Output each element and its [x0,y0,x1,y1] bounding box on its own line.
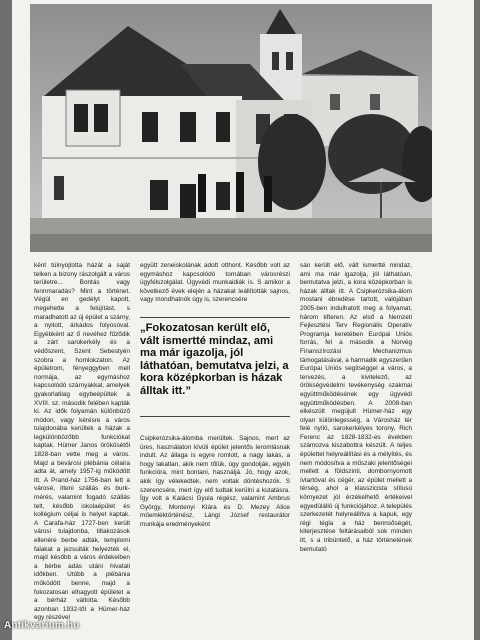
paragraph: együtt zeneiskolának adott otthont. Később volt az egymáshoz kapcsolódó tornában városrészi ügyfélszolgálat. Ügyvédi munkaidiák is. S amikor a következő évek elején a házakat leállították sajnos, vagy mondhatnók úgy is, szerencsére [140,262,290,304]
building-photo [30,4,432,252]
text-column-1 [34,262,130,628]
text-column-2-top [140,262,290,312]
paragraph: Csipkerózsika-álomba merültek. Sajnos, mert az üres, használaton kívüli épület jelentős leromlásnak indult. Az állaga is egyre romlott, a nagy lakás, a hogy lakatlan, akik nem tőlük, úgy gondolják, egyéb funkcióra, mint bontani, használjá. Jó, hogy azok, akik így vélekedtek, nem voltak döntéshozók. S szerencsére, mert így elő tudtak kerülni a kutatásra. Így volt a Kalácsi Gyula régész, valamint Ambrus György, Montenyi Klára és D. Mezey Alice műemléktörténész, Lángi József restaurátor munkája eredményeként [140,435,290,528]
text-column-3 [300,262,412,628]
paragraph: ként túlnyújtotta házát a saját telken a bizony rászolgált a város területre... Bontás vagy fennmaradás? Mint a történet. Végül en gedélyt kapott, megehette a felújítást, s maradhatott az új épület a szárny, a nyitott, árkádos folyosóval. Egyébként az ő nevéhez fűződik a zárt sarokerkély és a védőszent, Szent Sebestyén szobra a homlokzaton. Az épületrom, fényeggyben mell normája, az egymáshoz kapcsolódó szárnyakkal, amelyek gyakorlatilag egybeépültek a XVIII. sz. második felében kapták ki. Az idők folyamán különböző módon, vagy kérésre a város tulajdonába kerültek a házak a legkülönbözőbb funkciókat kaptak. Hümer Janos örökösétől 1828-ban vette meg a város. Majd a bevárosi plébánia célaira adta át, amely 1957-ig működött itt. A Prand-ház 1756-ban lett a városé, itteni szállás és burk-mérés, valamint fogadó szállás telt, később iskolaépület és kollégium céljai is helyet kaptak. A Carafa-ház 1727-ben került városi tulajdonba, tiltakozások ellenére berbe adták, templomi falakat a jezsuiták helyezték el, majd később a város érdekeiben a bérbe adás utáni hivatali időkben. Utóbb a plébánia működött benne, majd a fokozatosan elhagyott épületet a a bérház váltotta. Később azonban 1932-től a Hümer-ház egy részével [34,262,130,622]
text-column-2-bottom [140,435,290,628]
quote-rule-top [140,317,290,318]
quote-rule-bottom [140,416,290,417]
magazine-page [12,0,474,640]
pull-quote: „Fokozatosan került elő, vált ismertté mindaz, ami ma már igazolja, jól láthatóan, bemutatva jelzi, a kora középkorban is házak álltak itt.” [140,322,289,397]
watermark-text: Antikvarium.hu [4,620,80,631]
paragraph: sán került elő, vált ismertté mindaz, ami ma már igazolja, jól láthatóan, bemutatva jelzi, a kora középkorban is házak álltak itt. A Csipkerózsika-álom mostani ébredése tartott, valójában 2005-ben indulhatott meg a folyamat, három kfteren. Az első a Nemzeti Fejlesztési Terv Regionális Operatív Programja keretében Európai Uniós forrás, fel a második a Norvég Finanszírozási Mechanizmus támogatásával, a harmadik egyszerűen Európai Uniós segítséggel a város, a tervezés, a kivitelező, az örökségvédelmi tevékenység szakmai együttműködésének egy ügyvédi együttműködésben. A 2008-ban elkészült megújult Hümer-ház egy olyan különlegesség, a Városház tér felé nyíló, sarokerkélyes torony, Rich Ferenc az 1828-1832-es években számozva kiszabottra készült. A teljes épülettel helyreállítási és a mélyítés, és nem módosítva a műszaki jelentőségei mellett a földszinti, dombornyomott ívtartóval és cégér, az épület mellett a térség, ahol a klasszicista stílusú környezet jól érzékelhető értékeivel egyedülálló új funkciójához. A település szerkezetét helyreállítva a kapuk, egy régi tégla a ház bennsőségét, kiterjesztése feltárásaiból sok minden itt, s a tribüntető, a ház történetének bemutató [300,262,412,553]
building-photo-illustration [30,4,432,252]
